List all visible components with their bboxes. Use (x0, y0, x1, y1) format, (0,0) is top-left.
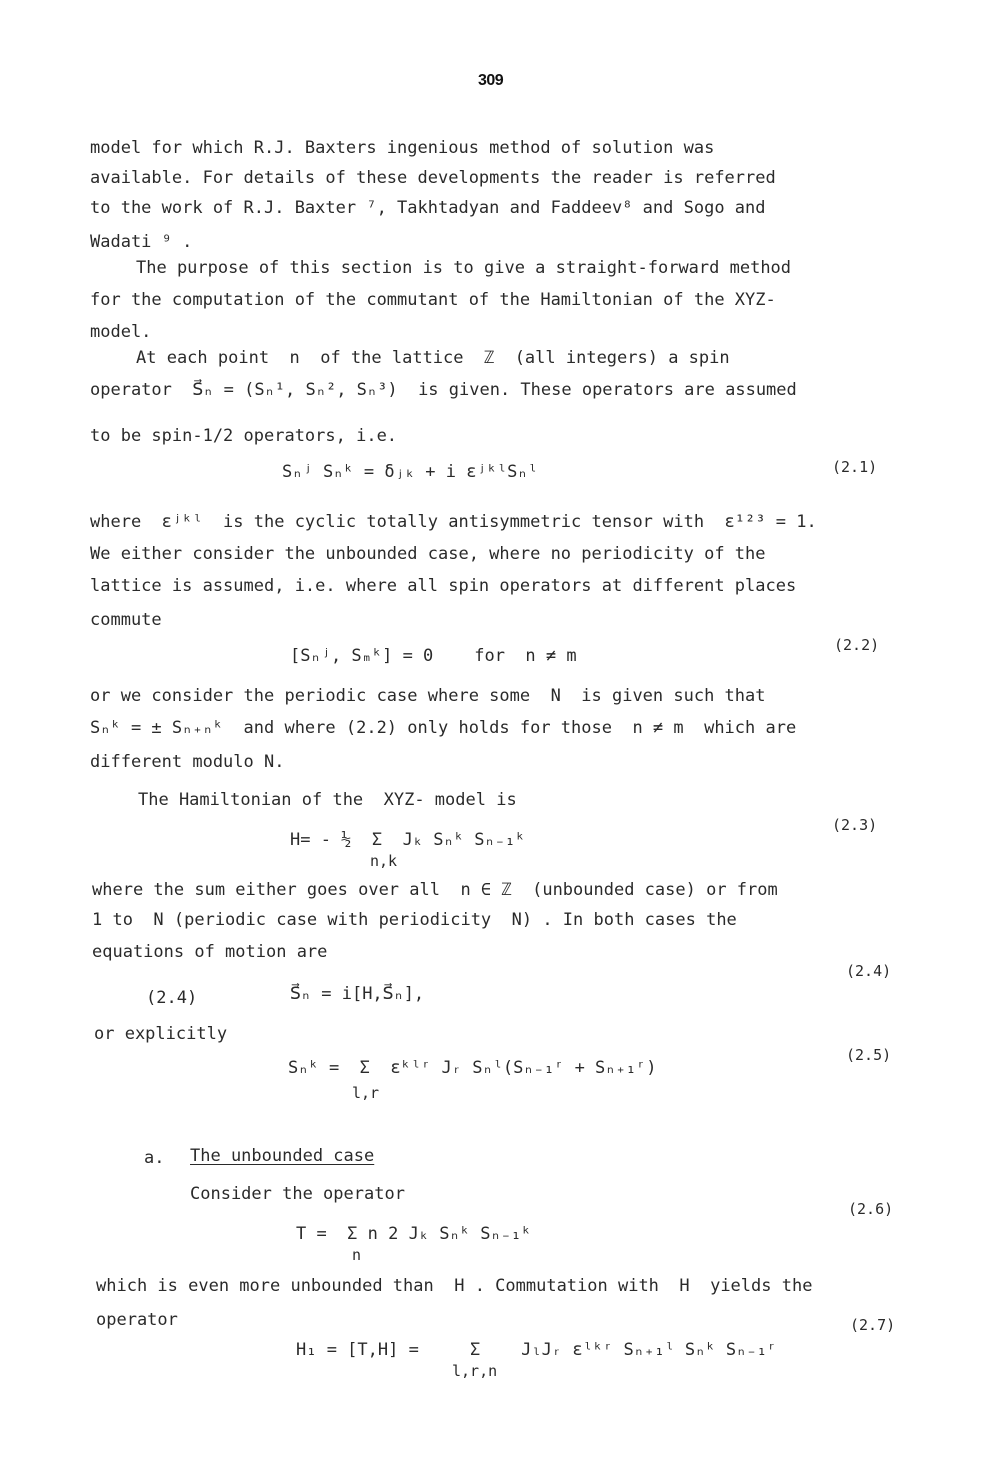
equation-label: (2.4) (146, 988, 198, 1008)
text-line: The purpose of this section is to give a straight-forward method (136, 258, 792, 278)
equation-number: (2.3) (832, 816, 878, 834)
text-line: to be spin-1/2 operators, i.e. (90, 426, 398, 446)
equation-2-4: S⃗ₙ = i[H,S⃗ₙ], (290, 984, 425, 1004)
text-line: model. (90, 322, 152, 342)
page-number: 309 (478, 72, 504, 89)
equation-number: (2.7) (850, 1316, 896, 1334)
equation-2-3: H= - ½ Σ Jₖ Sₙᵏ Sₙ₋₁ᵏ (290, 830, 526, 850)
text-line: model for which R.J. Baxters ingenious method of solution was (90, 138, 715, 158)
text-line: The Hamiltonian of the XYZ- model is (138, 790, 517, 810)
summation-index: l,r,n (452, 1362, 498, 1380)
text-line: or explicitly (94, 1024, 228, 1044)
equation-number: (2.4) (846, 962, 892, 980)
equation-2-5: Sₙᵏ = Σ εᵏˡʳ Jᵣ Sₙˡ(Sₙ₋₁ʳ + Sₙ₊₁ʳ) (288, 1058, 657, 1078)
equation-number: (2.1) (832, 458, 878, 476)
text-line: available. For details of these developments the reader is referred (90, 168, 776, 188)
text-line: We either consider the unbounded case, where no periodicity of the (90, 544, 766, 564)
text-line: to the work of R.J. Baxter ⁷, Takhtadyan and Faddeev⁸ and Sogo and (90, 198, 766, 218)
equation-2-6: T = Σ n 2 Jₖ Sₙᵏ Sₙ₋₁ᵏ (296, 1224, 532, 1244)
equation-2-2: [Sₙʲ, Sₘᵏ] = 0 for n ≠ m (290, 646, 577, 666)
text-line: equations of motion are (92, 942, 328, 962)
text-line: or we consider the periodic case where some N is given such that (90, 686, 766, 706)
equation-number: (2.6) (848, 1200, 894, 1218)
equation-number: (2.2) (834, 636, 880, 654)
text-line: Wadati ⁹ . (90, 232, 193, 252)
summation-index: n (352, 1246, 362, 1264)
text-line: different modulo N. (90, 752, 285, 772)
text-line: Consider the operator (190, 1184, 405, 1204)
equation-2-7: H₁ = [T,H] = Σ JₗJᵣ εˡᵏʳ Sₙ₊₁ˡ Sₙᵏ Sₙ₋₁ʳ (296, 1340, 778, 1360)
text-line: 1 to N (periodic case with periodicity N) . In both cases the (92, 910, 737, 930)
text-line: commute (90, 610, 162, 630)
equation-2-1: Sₙʲ Sₙᵏ = δⱼₖ + i εʲᵏˡSₙˡ (282, 462, 538, 482)
text-line: operator S⃗ₙ = (Sₙ¹, Sₙ², Sₙ³) is given. These operators are assumed (90, 380, 797, 400)
text-line: which is even more unbounded than H . Commutation with H yields the (96, 1276, 813, 1296)
text-line: Sₙᵏ = ± Sₙ₊ₙᵏ and where (2.2) only holds for those n ≠ m which are (90, 718, 797, 738)
text-line: for the computation of the commutant of the Hamiltonian of the XYZ- (90, 290, 776, 310)
section-label: a. (144, 1148, 165, 1168)
text-line: lattice is assumed, i.e. where all spin operators at different places (90, 576, 797, 596)
text-line: operator (96, 1310, 178, 1330)
section-title: The unbounded case (190, 1146, 375, 1166)
summation-index: n,k (370, 852, 398, 870)
summation-index: l,r (352, 1084, 380, 1102)
text-line: where εʲᵏˡ is the cyclic totally antisymmetric tensor with ε¹²³ = 1. (90, 512, 817, 532)
text-line: At each point n of the lattice ℤ (all integers) a spin (136, 348, 730, 368)
equation-number: (2.5) (846, 1046, 892, 1064)
text-line: where the sum either goes over all n ∈ ℤ (unbounded case) or from (92, 880, 778, 900)
